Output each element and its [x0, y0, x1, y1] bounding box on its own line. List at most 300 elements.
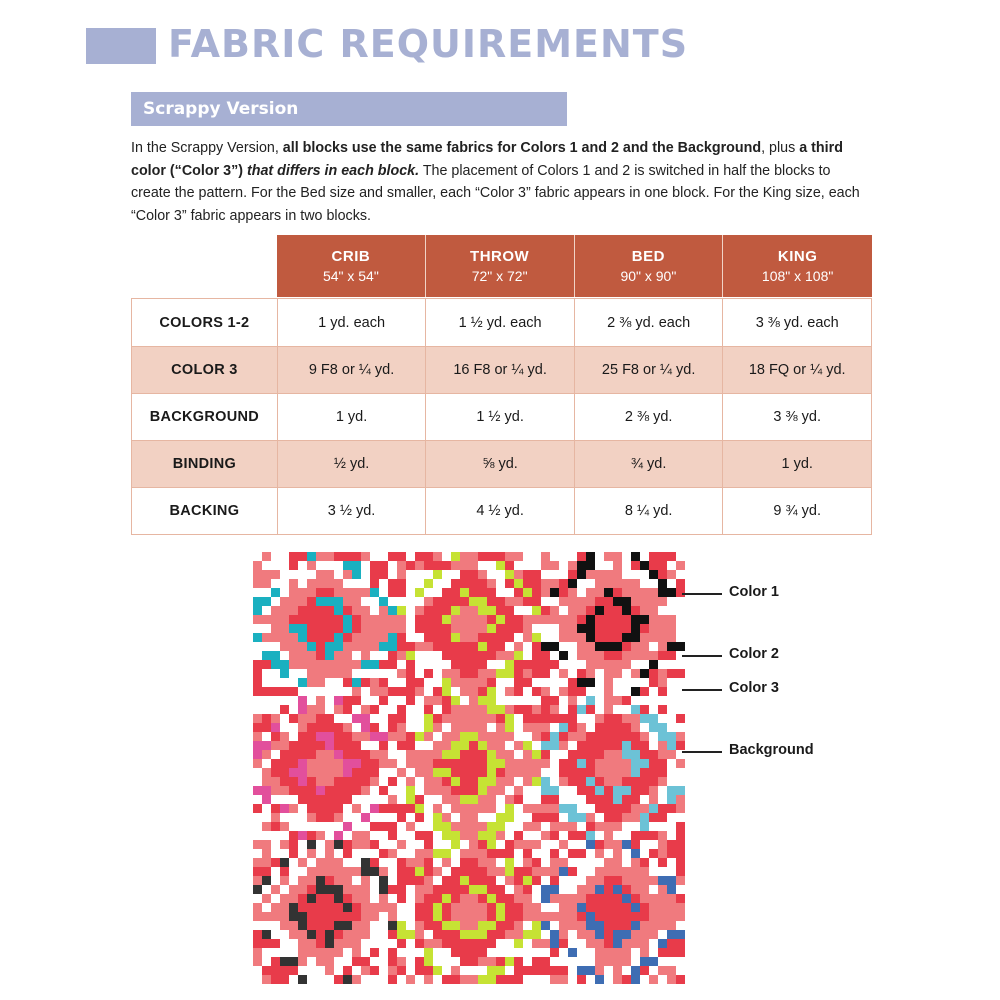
quilt-square — [460, 768, 469, 777]
quilt-square — [505, 705, 514, 714]
quilt-square — [289, 588, 298, 597]
quilt-square — [496, 795, 505, 804]
quilt-square — [658, 777, 667, 786]
quilt-square — [343, 624, 352, 633]
quilt-square — [352, 966, 361, 975]
quilt-square — [433, 687, 442, 696]
quilt-square — [388, 939, 397, 948]
quilt-square — [676, 642, 685, 651]
quilt-square — [667, 795, 676, 804]
quilt-square — [298, 858, 307, 867]
quilt-square — [397, 696, 406, 705]
quilt-square — [532, 885, 541, 894]
quilt-square — [271, 948, 280, 957]
quilt-square — [316, 849, 325, 858]
quilt-square — [586, 741, 595, 750]
quilt-square — [451, 759, 460, 768]
quilt-square — [622, 858, 631, 867]
quilt-square — [343, 966, 352, 975]
quilt-square — [667, 687, 676, 696]
quilt-square — [298, 921, 307, 930]
quilt-square — [568, 840, 577, 849]
quilt-square — [568, 912, 577, 921]
quilt-square — [406, 867, 415, 876]
quilt-square — [271, 759, 280, 768]
quilt-square — [667, 561, 676, 570]
quilt-square — [352, 615, 361, 624]
quilt-square — [271, 777, 280, 786]
quilt-square — [298, 624, 307, 633]
quilt-square — [604, 822, 613, 831]
quilt-square — [325, 723, 334, 732]
quilt-square — [262, 966, 271, 975]
quilt-square — [334, 597, 343, 606]
quilt-square — [253, 930, 262, 939]
quilt-square — [298, 930, 307, 939]
quilt-square — [325, 921, 334, 930]
quilt-square — [325, 786, 334, 795]
quilt-square — [541, 795, 550, 804]
quilt-square — [559, 822, 568, 831]
quilt-square — [613, 597, 622, 606]
quilt-square — [595, 957, 604, 966]
legend-label-color1: Color 1 — [729, 584, 779, 600]
quilt-square — [496, 948, 505, 957]
quilt-square — [379, 975, 388, 984]
quilt-square — [460, 678, 469, 687]
quilt-square — [532, 741, 541, 750]
quilt-square — [676, 966, 685, 975]
quilt-square — [298, 750, 307, 759]
quilt-square — [505, 624, 514, 633]
quilt-square — [370, 570, 379, 579]
quilt-square — [289, 849, 298, 858]
quilt-square — [469, 678, 478, 687]
quilt-square — [658, 660, 667, 669]
quilt-square — [334, 930, 343, 939]
quilt-square — [541, 714, 550, 723]
quilt-square — [415, 552, 424, 561]
quilt-square — [397, 579, 406, 588]
quilt-square — [289, 840, 298, 849]
quilt-square — [433, 903, 442, 912]
quilt-square — [586, 579, 595, 588]
quilt-square — [325, 642, 334, 651]
quilt-square — [577, 642, 586, 651]
quilt-square — [550, 750, 559, 759]
quilt-square — [613, 615, 622, 624]
quilt-square — [586, 912, 595, 921]
quilt-square — [631, 705, 640, 714]
quilt-square — [352, 831, 361, 840]
quilt-square — [451, 615, 460, 624]
quilt-square — [379, 750, 388, 759]
quilt-square — [478, 930, 487, 939]
quilt-square — [676, 633, 685, 642]
quilt-square — [460, 948, 469, 957]
quilt-square — [514, 885, 523, 894]
quilt-square — [334, 948, 343, 957]
quilt-square — [325, 660, 334, 669]
quilt-square — [487, 894, 496, 903]
quilt-square — [658, 579, 667, 588]
quilt-square — [334, 849, 343, 858]
quilt-square — [442, 840, 451, 849]
quilt-square — [613, 552, 622, 561]
quilt-square — [298, 885, 307, 894]
quilt-square — [631, 831, 640, 840]
quilt-square — [388, 642, 397, 651]
column-header — [426, 235, 575, 297]
quilt-square — [451, 786, 460, 795]
quilt-square — [658, 588, 667, 597]
quilt-square — [379, 903, 388, 912]
quilt-square — [433, 678, 442, 687]
quilt-square — [649, 930, 658, 939]
quilt-square — [541, 768, 550, 777]
quilt-square — [532, 615, 541, 624]
quilt-square — [451, 732, 460, 741]
quilt-square — [298, 741, 307, 750]
quilt-square — [649, 777, 658, 786]
quilt-square — [406, 849, 415, 858]
quilt-square — [478, 894, 487, 903]
quilt-square — [640, 705, 649, 714]
quilt-square — [514, 795, 523, 804]
quilt-square — [640, 804, 649, 813]
quilt-square — [388, 651, 397, 660]
quilt-square — [514, 606, 523, 615]
quilt-square — [424, 786, 433, 795]
quilt-square — [577, 813, 586, 822]
quilt-square — [262, 579, 271, 588]
quilt-square — [370, 858, 379, 867]
quilt-square — [289, 795, 298, 804]
quilt-square — [532, 975, 541, 984]
quilt-square — [316, 633, 325, 642]
quilt-square — [253, 876, 262, 885]
quilt-square — [316, 678, 325, 687]
quilt-square — [415, 975, 424, 984]
quilt-square — [478, 903, 487, 912]
quilt-square — [496, 885, 505, 894]
quilt-square — [352, 795, 361, 804]
quilt-square — [271, 822, 280, 831]
quilt-square — [451, 795, 460, 804]
quilt-square — [370, 597, 379, 606]
quilt-square — [523, 660, 532, 669]
intro-emphasis: that differs in each block. — [246, 162, 420, 179]
quilt-square — [496, 867, 505, 876]
quilt-square — [622, 651, 631, 660]
quilt-square — [640, 696, 649, 705]
quilt-square — [505, 930, 514, 939]
quilt-square — [505, 777, 514, 786]
quilt-square — [415, 678, 424, 687]
quilt-square — [667, 903, 676, 912]
quilt-square — [568, 876, 577, 885]
quilt-square — [514, 723, 523, 732]
quilt-square — [667, 588, 676, 597]
quilt-square — [343, 939, 352, 948]
quilt-square — [361, 750, 370, 759]
quilt-square — [424, 930, 433, 939]
quilt-square — [550, 705, 559, 714]
quilt-square — [316, 732, 325, 741]
quilt-square — [415, 894, 424, 903]
quilt-square — [469, 669, 478, 678]
quilt-square — [397, 885, 406, 894]
quilt-square — [370, 624, 379, 633]
quilt-square — [478, 858, 487, 867]
quilt-square — [406, 948, 415, 957]
quilt-square — [568, 669, 577, 678]
quilt-square — [460, 777, 469, 786]
quilt-square — [532, 903, 541, 912]
quilt-square — [406, 894, 415, 903]
quilt-square — [433, 786, 442, 795]
quilt-square — [415, 831, 424, 840]
quilt-square — [289, 939, 298, 948]
quilt-square — [307, 597, 316, 606]
quilt-square — [298, 975, 307, 984]
quilt-square — [568, 858, 577, 867]
quilt-square — [334, 579, 343, 588]
quilt-square — [307, 840, 316, 849]
quilt-square — [451, 966, 460, 975]
quilt-square — [415, 669, 424, 678]
quilt-square — [271, 705, 280, 714]
quilt-square — [379, 615, 388, 624]
quilt-square — [397, 642, 406, 651]
quilt-square — [361, 948, 370, 957]
quilt-square — [370, 840, 379, 849]
quilt-square — [622, 759, 631, 768]
quilt-square — [262, 678, 271, 687]
quilt-square — [262, 903, 271, 912]
quilt-square — [505, 552, 514, 561]
quilt-square — [424, 615, 433, 624]
quilt-square — [424, 894, 433, 903]
quilt-square — [613, 813, 622, 822]
quilt-square — [550, 633, 559, 642]
quilt-square — [352, 786, 361, 795]
quilt-square — [406, 714, 415, 723]
quilt-square — [343, 696, 352, 705]
quilt-square — [532, 633, 541, 642]
quilt-square — [622, 552, 631, 561]
quilt-square — [559, 930, 568, 939]
quilt-square — [541, 903, 550, 912]
quilt-square — [424, 948, 433, 957]
quilt-square — [316, 795, 325, 804]
quilt-square — [559, 669, 568, 678]
quilt-square — [280, 759, 289, 768]
quilt-square — [334, 867, 343, 876]
table-cell: ⅝ yd. — [425, 441, 574, 487]
quilt-square — [541, 750, 550, 759]
quilt-square — [271, 750, 280, 759]
quilt-square — [307, 561, 316, 570]
quilt-square — [667, 552, 676, 561]
quilt-square — [262, 723, 271, 732]
quilt-square — [433, 696, 442, 705]
quilt-square — [541, 705, 550, 714]
quilt-square — [451, 912, 460, 921]
quilt-square — [487, 624, 496, 633]
quilt-square — [370, 687, 379, 696]
quilt-square — [577, 633, 586, 642]
quilt-square — [433, 732, 442, 741]
quilt-square — [298, 894, 307, 903]
quilt-square — [478, 912, 487, 921]
quilt-square — [487, 840, 496, 849]
quilt-square — [262, 642, 271, 651]
quilt-square — [523, 696, 532, 705]
quilt-square — [505, 678, 514, 687]
quilt-square — [532, 948, 541, 957]
quilt-square — [622, 786, 631, 795]
quilt-square — [370, 705, 379, 714]
quilt-square — [631, 759, 640, 768]
quilt-square — [298, 669, 307, 678]
quilt-square — [415, 822, 424, 831]
quilt-square — [334, 894, 343, 903]
quilt-square — [649, 840, 658, 849]
quilt-square — [388, 867, 397, 876]
quilt-square — [514, 687, 523, 696]
quilt-square — [631, 885, 640, 894]
quilt-square — [325, 849, 334, 858]
quilt-square — [613, 678, 622, 687]
quilt-square — [604, 588, 613, 597]
quilt-square — [559, 624, 568, 633]
quilt-square — [586, 624, 595, 633]
quilt-square — [622, 831, 631, 840]
quilt-square — [577, 552, 586, 561]
quilt-square — [595, 831, 604, 840]
quilt-square — [658, 858, 667, 867]
quilt-square — [289, 624, 298, 633]
quilt-square — [262, 651, 271, 660]
quilt-square — [307, 660, 316, 669]
quilt-square — [469, 903, 478, 912]
quilt-square — [406, 570, 415, 579]
quilt-square — [532, 921, 541, 930]
quilt-square — [397, 840, 406, 849]
table-row — [132, 440, 871, 487]
quilt-square — [649, 705, 658, 714]
quilt-square — [415, 624, 424, 633]
quilt-square — [514, 804, 523, 813]
table-cell: 8 ¼ yd. — [574, 488, 723, 534]
quilt-square — [532, 813, 541, 822]
quilt-square — [604, 624, 613, 633]
quilt-square — [388, 552, 397, 561]
quilt-square — [577, 966, 586, 975]
quilt-square — [289, 615, 298, 624]
quilt-square — [550, 858, 559, 867]
quilt-square — [361, 768, 370, 777]
quilt-square — [667, 921, 676, 930]
quilt-square — [541, 957, 550, 966]
quilt-square — [577, 840, 586, 849]
quilt-square — [406, 786, 415, 795]
quilt-square — [595, 741, 604, 750]
quilt-square — [307, 741, 316, 750]
quilt-square — [397, 588, 406, 597]
quilt-square — [640, 750, 649, 759]
quilt-square — [649, 669, 658, 678]
intro-text-1: In the Scrappy Version, — [131, 140, 283, 156]
quilt-square — [487, 921, 496, 930]
quilt-square — [352, 804, 361, 813]
quilt-square — [370, 750, 379, 759]
quilt-square — [487, 858, 496, 867]
quilt-square — [388, 903, 397, 912]
quilt-square — [541, 840, 550, 849]
quilt-square — [649, 570, 658, 579]
quilt-square — [595, 696, 604, 705]
quilt-square — [658, 768, 667, 777]
quilt-square — [478, 966, 487, 975]
quilt-square — [469, 714, 478, 723]
quilt-square — [604, 795, 613, 804]
quilt-square — [316, 777, 325, 786]
quilt-square — [604, 678, 613, 687]
quilt-square — [442, 624, 451, 633]
quilt-square — [595, 840, 604, 849]
quilt-square — [658, 795, 667, 804]
quilt-square — [487, 705, 496, 714]
quilt-square — [424, 579, 433, 588]
quilt-square — [577, 795, 586, 804]
quilt-square — [397, 948, 406, 957]
quilt-square — [514, 939, 523, 948]
quilt-square — [379, 930, 388, 939]
quilt-square — [271, 732, 280, 741]
quilt-square — [631, 633, 640, 642]
quilt-square — [667, 858, 676, 867]
quilt-square — [595, 633, 604, 642]
quilt-square — [640, 786, 649, 795]
quilt-square — [640, 975, 649, 984]
column-name: CRIB — [331, 248, 371, 265]
quilt-square — [559, 768, 568, 777]
quilt-square — [613, 822, 622, 831]
quilt-square — [280, 858, 289, 867]
quilt-square — [442, 804, 451, 813]
quilt-square — [577, 957, 586, 966]
quilt-square — [640, 606, 649, 615]
quilt-square — [262, 687, 271, 696]
quilt-square — [460, 651, 469, 660]
quilt-square — [559, 831, 568, 840]
quilt-square — [415, 579, 424, 588]
quilt-square — [307, 813, 316, 822]
quilt-square — [514, 975, 523, 984]
quilt-square — [298, 912, 307, 921]
quilt-square — [523, 930, 532, 939]
quilt-square — [514, 570, 523, 579]
quilt-square — [505, 813, 514, 822]
quilt-square — [298, 957, 307, 966]
quilt-square — [397, 867, 406, 876]
quilt-square — [487, 768, 496, 777]
quilt-square — [559, 786, 568, 795]
quilt-square — [262, 669, 271, 678]
quilt-square — [559, 912, 568, 921]
